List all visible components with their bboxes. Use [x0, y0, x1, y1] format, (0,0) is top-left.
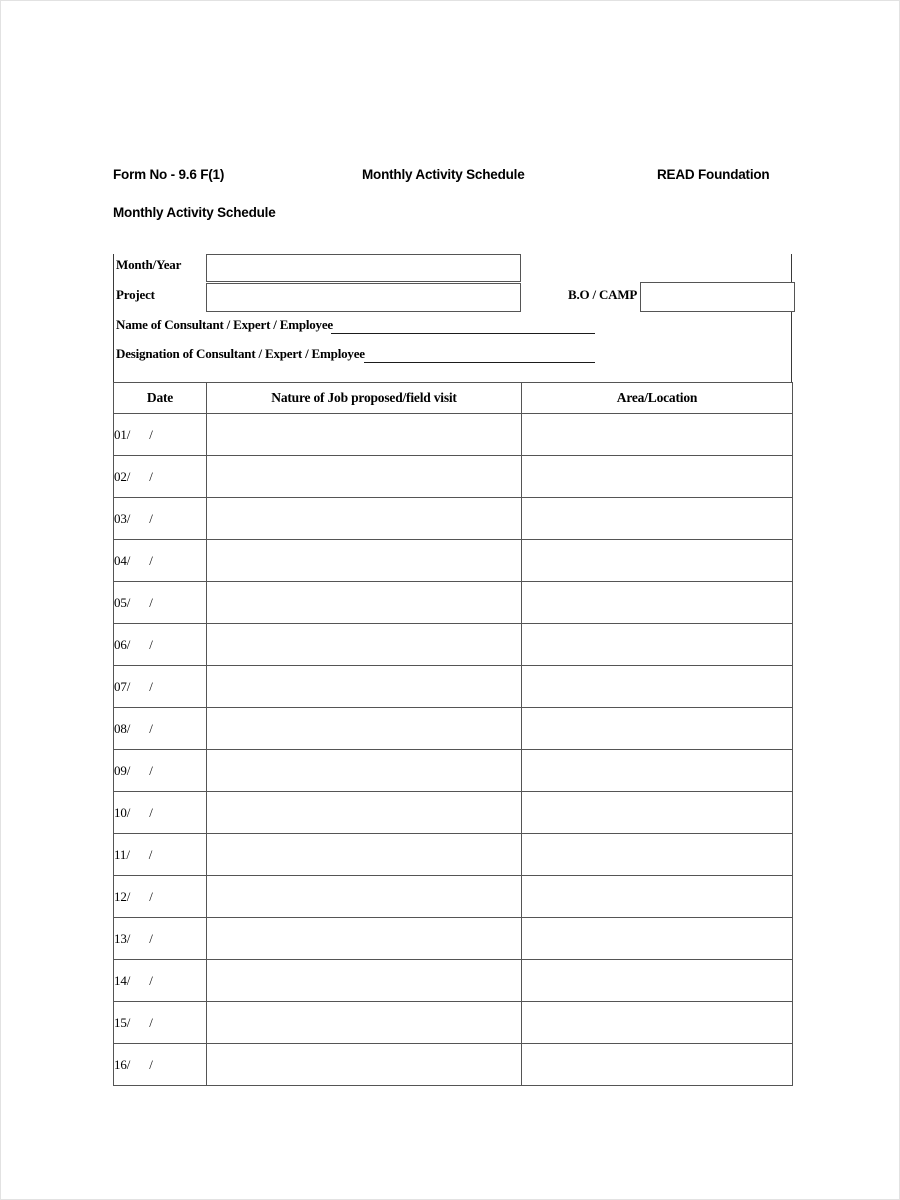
- nature-of-job-cell[interactable]: [207, 582, 522, 624]
- bo-camp-label: B.O / CAMP: [568, 287, 638, 302]
- area-location-cell[interactable]: [522, 582, 793, 624]
- area-location-cell[interactable]: [522, 708, 793, 750]
- date-cell[interactable]: 16/ /: [114, 1044, 207, 1086]
- consultant-name-label: Name of Consultant / Expert / Employee: [116, 317, 333, 332]
- date-cell[interactable]: 08/ /: [114, 708, 207, 750]
- bo-camp-input[interactable]: [640, 282, 795, 312]
- table-row: [114, 876, 793, 918]
- month-year-input[interactable]: [206, 254, 521, 282]
- date-cell[interactable]: 09/ /: [114, 750, 207, 792]
- document-subtitle: Monthly Activity Schedule: [113, 205, 276, 220]
- nature-of-job-cell[interactable]: [207, 708, 522, 750]
- area-location-cell[interactable]: [522, 750, 793, 792]
- project-input[interactable]: [206, 283, 521, 312]
- area-location-cell[interactable]: [522, 960, 793, 1002]
- project-label: Project: [116, 287, 155, 302]
- nature-of-job-cell[interactable]: [207, 540, 522, 582]
- activity-schedule-table: [113, 382, 793, 1086]
- nature-of-job-cell[interactable]: [207, 834, 522, 876]
- document-header: [113, 167, 793, 187]
- table-row: [114, 456, 793, 498]
- table-row: [114, 918, 793, 960]
- nature-of-job-cell[interactable]: [207, 666, 522, 708]
- table-row: [114, 792, 793, 834]
- column-header-area: Area/Location: [522, 383, 793, 414]
- date-cell[interactable]: 02/ /: [114, 456, 207, 498]
- column-header-date: Date: [114, 383, 207, 414]
- nature-of-job-cell[interactable]: [207, 960, 522, 1002]
- area-location-cell[interactable]: [522, 792, 793, 834]
- nature-of-job-cell[interactable]: [207, 1002, 522, 1044]
- area-location-cell[interactable]: [522, 834, 793, 876]
- nature-of-job-cell[interactable]: [207, 624, 522, 666]
- nature-of-job-cell[interactable]: [207, 1044, 522, 1086]
- table-row: [114, 750, 793, 792]
- date-cell[interactable]: 12/ /: [114, 876, 207, 918]
- consultant-designation-label: Designation of Consultant / Expert / Employee: [116, 346, 365, 361]
- month-year-label: Month/Year: [116, 257, 182, 272]
- organization-name: READ Foundation: [657, 167, 770, 182]
- area-location-cell[interactable]: [522, 876, 793, 918]
- nature-of-job-cell[interactable]: [207, 498, 522, 540]
- table-row: [114, 834, 793, 876]
- table-row: [114, 960, 793, 1002]
- nature-of-job-cell[interactable]: [207, 792, 522, 834]
- table-row: [114, 708, 793, 750]
- date-cell[interactable]: 01/ /: [114, 414, 207, 456]
- area-location-cell[interactable]: [522, 666, 793, 708]
- date-cell[interactable]: 13/ /: [114, 918, 207, 960]
- table-row: [114, 1002, 793, 1044]
- table-body: [114, 414, 793, 1086]
- nature-of-job-cell[interactable]: [207, 414, 522, 456]
- table-row: [114, 582, 793, 624]
- area-location-cell[interactable]: [522, 918, 793, 960]
- area-location-cell[interactable]: [522, 1002, 793, 1044]
- area-location-cell[interactable]: [522, 540, 793, 582]
- date-cell[interactable]: 10/ /: [114, 792, 207, 834]
- form-number: Form No - 9.6 F(1): [113, 167, 225, 182]
- date-cell[interactable]: 06/ /: [114, 624, 207, 666]
- date-cell[interactable]: 15/ /: [114, 1002, 207, 1044]
- area-location-cell[interactable]: [522, 456, 793, 498]
- table-header-row: [114, 383, 793, 414]
- page-title: Monthly Activity Schedule: [362, 167, 525, 182]
- table-row: [114, 414, 793, 456]
- consultant-name-input[interactable]: [331, 333, 595, 334]
- area-location-cell[interactable]: [522, 414, 793, 456]
- nature-of-job-cell[interactable]: [207, 750, 522, 792]
- date-cell[interactable]: 11/ /: [114, 834, 207, 876]
- date-cell[interactable]: 14/ /: [114, 960, 207, 1002]
- area-location-cell[interactable]: [522, 498, 793, 540]
- consultant-designation-input[interactable]: [364, 362, 595, 363]
- table-row: [114, 624, 793, 666]
- nature-of-job-cell[interactable]: [207, 456, 522, 498]
- area-location-cell[interactable]: [522, 624, 793, 666]
- table-row: [114, 666, 793, 708]
- date-cell[interactable]: 04/ /: [114, 540, 207, 582]
- date-cell[interactable]: 05/ /: [114, 582, 207, 624]
- nature-of-job-cell[interactable]: [207, 918, 522, 960]
- date-cell[interactable]: 03/ /: [114, 498, 207, 540]
- column-header-nature: Nature of Job proposed/field visit: [207, 383, 522, 414]
- table-row: [114, 540, 793, 582]
- date-cell[interactable]: 07/ /: [114, 666, 207, 708]
- table-row: [114, 498, 793, 540]
- area-location-cell[interactable]: [522, 1044, 793, 1086]
- nature-of-job-cell[interactable]: [207, 876, 522, 918]
- table-row: [114, 1044, 793, 1086]
- form-meta-block: [113, 254, 792, 382]
